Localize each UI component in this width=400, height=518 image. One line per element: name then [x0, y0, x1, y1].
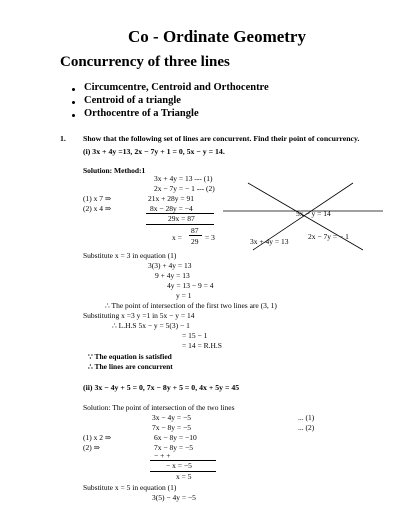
topic-item: Centroid of a triangle: [84, 95, 181, 106]
fraction-bar: [189, 235, 202, 236]
intersection-statement: ∴ The point of intersection of the first two lines are (3, 1): [105, 301, 277, 310]
equation-1: 3x + 4y = 13 --- (1): [154, 174, 213, 183]
q2-sign-row: − + +: [154, 451, 171, 460]
step-3: 4y = 13 − 9 = 4: [167, 281, 214, 290]
question-text: Show that the following set of lines are concurrent. Find their point of concurrency.: [83, 134, 360, 143]
multiply-label-1: (1) x 7 ⇒: [83, 194, 112, 203]
solution-label-2: Solution: The point of intersection of the two lines: [83, 403, 235, 412]
question-part-i: (i) 3x + 4y =13, 2x − 7y + 1 = 0, 5x − y = 14.: [83, 147, 225, 156]
diagram-label-1: 5x − y = 14: [296, 209, 331, 218]
multiplied-equation-1: 21x + 28y = 91: [148, 194, 194, 203]
multiply-label-2: (2) x 4 ⇒: [83, 204, 112, 213]
q2-multiply-label-1: (1) x 2 ⇒: [83, 433, 112, 442]
topic-item: Orthocentre of a Triangle: [84, 108, 199, 119]
lhs-step-1: ∴ L.H.S 5x − y = 5(3) − 1: [112, 321, 190, 330]
bullet-icon: [72, 88, 75, 91]
question-part-ii: (ii) 3x − 4y + 5 = 0, 7x − 8y + 5 = 0, 4x + 5y = 45: [83, 383, 240, 392]
lhs-step-2: = 15 − 1: [182, 331, 208, 340]
diagram-label-3: 3x + 4y = 13: [250, 237, 289, 246]
diagram-label-2: 2x − 7y = − 1: [308, 232, 349, 241]
fraction-numerator: 87: [191, 226, 199, 235]
q2-difference: − x = −5: [166, 461, 192, 470]
x-label: x =: [172, 233, 182, 242]
topic-item: Circumcentre, Centroid and Orthocentre: [84, 82, 269, 93]
q2-substitute-label: Substitute x = 5 in equation (1): [83, 483, 177, 492]
step-4: y = 1: [176, 291, 192, 300]
solution-label: Solution: Method:1: [83, 166, 146, 175]
concurrent-lines-diagram: [218, 178, 388, 258]
fraction-denominator: 29: [191, 237, 199, 246]
substitute-statement: Substituting x =3 y =1 in 5x − y = 14: [83, 311, 195, 320]
satisfied-statement: ∵ The equation is satisfied: [88, 352, 172, 361]
question-number: 1.: [60, 134, 66, 143]
bullet-icon: [72, 114, 75, 117]
q2-x-value: x = 5: [176, 472, 192, 481]
concurrent-statement: ∴ The lines are concurrent: [88, 362, 173, 371]
q2-multiply-label-2: (2) ⇒: [83, 443, 100, 452]
step-2: 9 + 4y = 13: [155, 271, 190, 280]
q2-step-1: 3(5) − 4y = −5: [152, 493, 196, 502]
step-1: 3(3) + 4y = 13: [148, 261, 192, 270]
x-value: = 3: [205, 233, 215, 242]
q2-multiplied-1: 6x − 8y = −10: [154, 433, 197, 442]
q2-equation-2: 7x − 8y = −5: [152, 423, 191, 432]
sum-result: 29x = 87: [168, 214, 195, 223]
q2-equation-2-tag: ... (2): [298, 423, 315, 432]
q2-multiplied-2: 7x − 8y = −5: [154, 443, 193, 452]
q2-equation-1-tag: ... (1): [298, 413, 315, 422]
bullet-icon: [72, 101, 75, 104]
multiplied-equation-2: 8x − 28y = −4: [150, 204, 193, 213]
q2-equation-1: 3x − 4y = −5: [152, 413, 191, 422]
substitute-label: Substitute x = 3 in equation (1): [83, 251, 177, 260]
sum-line: [146, 224, 214, 225]
equation-2: 2x − 7y = − 1 --- (2): [154, 184, 215, 193]
page-title: Co - Ordinate Geometry: [128, 27, 306, 46]
section-subtitle: Concurrency of three lines: [60, 54, 230, 70]
lhs-step-3: = 14 = R.H.S: [182, 341, 222, 350]
